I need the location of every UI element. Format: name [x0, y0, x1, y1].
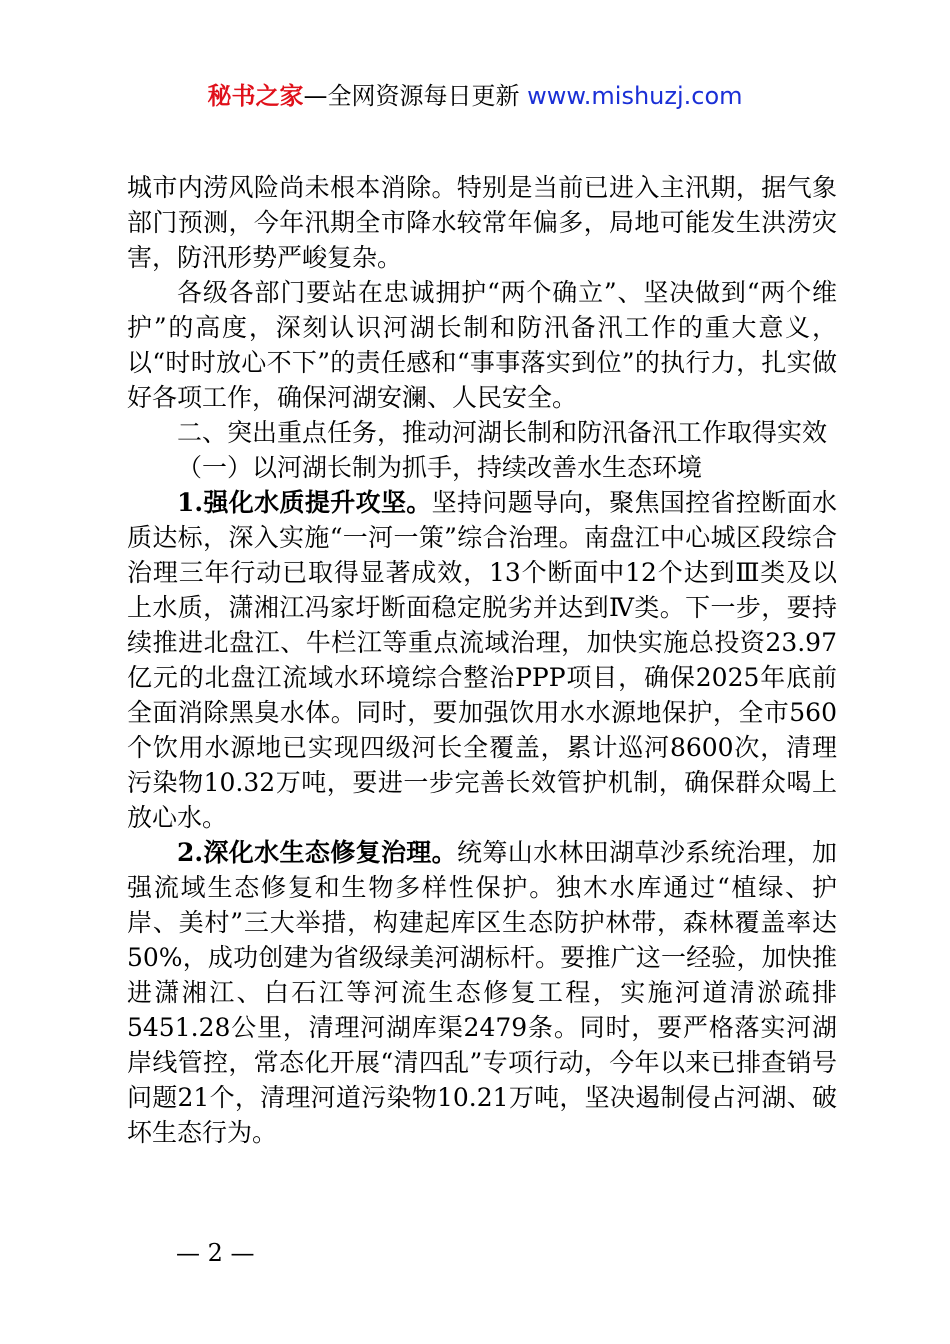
paragraph-text: 各级各部门要站在忠诚拥护“两个确立”、坚决做到“两个维护”的高度，深刻认识河湖长制和防汛备汛工作的重大意义，以“时时放心不下”的责任感和“事事落实到位”的执行力，扎实做好各项工作，确保河湖安澜、人民安全。 — [127, 278, 837, 412]
paragraph-lead: 1.强化水质提升攻坚。 — [177, 488, 432, 517]
site-header — [0, 78, 950, 114]
page-number: — 2 — — [176, 1239, 255, 1267]
paragraph-lead: 2.深化水生态修复治理。 — [177, 838, 458, 867]
paragraph-text: 统筹山水林田湖草沙系统治理，加强流域生态修复和生物多样性保护。独木水库通过“植绿、护岸、美村”三大举措，构建起库区生态防护林带，森林覆盖率达50%，成功创建为省级绿美河湖标杆。要推广这一经验，加快推进潇湘江、白石江等河流生态修复工程，实施河道清淤疏排5451.28公里，清理河湖库渠2479条。同时，要严格落实河湖岸线管控，常态化开展“清四乱”专项行动，今年以来已排查销号问题21个，清理河道污染物10.21万吨，坚决遏制侵占河湖、破坏生态行为。 — [127, 838, 837, 1147]
header-url[interactable]: www.mishuzj.com — [527, 82, 743, 110]
section-heading-2 — [127, 415, 837, 450]
paragraph-text: 城市内涝风险尚未根本消除。特别是当前已进入主汛期，据气象部门预测，今年汛期全市降水较常年偏多，局地可能发生洪涝灾害，防汛形势严峻复杂。 — [127, 173, 837, 272]
header-slogan: —全网资源每日更新 — [303, 82, 520, 110]
document-body — [127, 170, 837, 1150]
paragraph-responsibility — [127, 275, 837, 415]
paragraph-water-quality — [127, 485, 837, 835]
header-brand: 秘书之家 — [207, 82, 304, 110]
paragraph-flood-risk — [127, 170, 837, 275]
heading-text: （一）以河湖长制为抓手，持续改善水生态环境 — [177, 453, 703, 482]
subsection-heading-1 — [127, 450, 837, 485]
heading-text: 二、突出重点任务，推动河湖长制和防汛备汛工作取得实效 — [177, 418, 828, 447]
paragraph-ecology-restoration — [127, 835, 837, 1150]
paragraph-text: 坚持问题导向，聚焦国控省控断面水质达标，深入实施“一河一策”综合治理。南盘江中心城区段综合治理三年行动已取得显著成效，13个断面中12个达到Ⅲ类及以上水质，潇湘江冯家圩断面稳定脱劣并达到Ⅳ类。下一步，要持续推进北盘江、牛栏江等重点流域治理，加快实施总投资23.97亿元的北盘江流域水环境综合整治PPP项目，确保2025年底前全面消除黑臭水体。同时，要加强饮用水水源地保护，全市560个饮用水源地已实现四级河长全覆盖，累计巡河8600次，清理污染物10.32万吨，要进一步完善长效管护机制，确保群众喝上放心水。 — [127, 488, 837, 832]
